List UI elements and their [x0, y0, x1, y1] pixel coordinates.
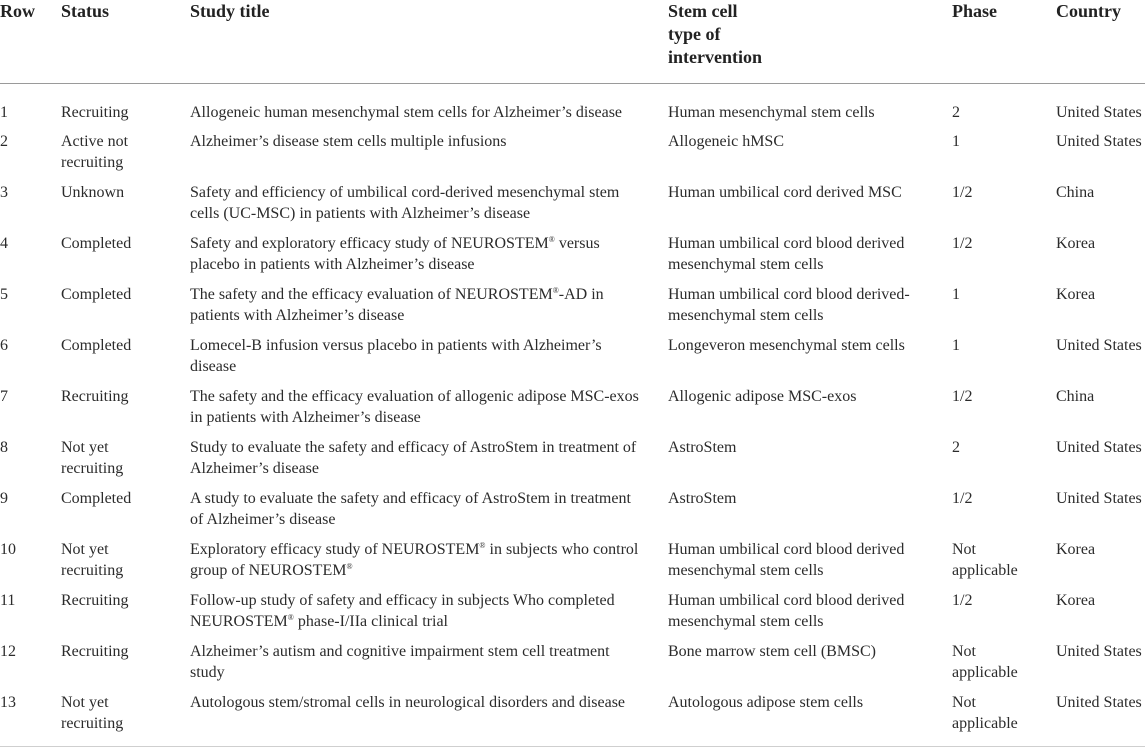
header-type-line: Stem cell	[668, 1, 738, 21]
stem-cell-type-cell	[668, 335, 938, 356]
row-number: 11	[0, 592, 16, 609]
study-title-cell-line: cells (UC-MSC) in patients with Alzheimer’s disease	[190, 205, 531, 222]
status-cell	[61, 233, 171, 254]
header-study-title: Study title	[190, 1, 270, 21]
status-cell-line: Recruiting	[61, 104, 129, 121]
row-number: 9	[0, 490, 8, 507]
stem-cell-type-cell-line: mesenchymal stem cells	[668, 613, 824, 630]
study-title-cell-line: Alzheimer’s autism and cognitive impairment stem cell treatment	[190, 643, 610, 660]
row-number: 8	[0, 439, 8, 456]
country-cell: United States	[1056, 337, 1142, 354]
study-title-cell-line: Autologous stem/stromal cells in neurological disorders and disease	[190, 694, 626, 711]
country-cell: United States	[1056, 694, 1142, 711]
phase-cell-line: 2	[952, 104, 960, 121]
phase-cell-line: 1	[952, 286, 960, 303]
row-number: 6	[0, 337, 8, 354]
study-title-cell-line: NEUROSTEM® phase-I/IIa clinical trial	[190, 613, 448, 630]
status-cell	[61, 131, 171, 173]
stem-cell-type-cell-line: Human umbilical cord blood derived	[668, 541, 905, 558]
study-title-cell	[190, 488, 655, 530]
status-cell	[61, 437, 171, 479]
stem-cell-type-cell-line: mesenchymal stem cells	[668, 562, 824, 579]
header-type-line: type of	[668, 24, 721, 44]
study-title-cell	[190, 590, 655, 632]
stem-cell-type-cell-line: Allogenic adipose MSC-exos	[668, 388, 857, 405]
study-title-cell-line: Alzheimer’s disease	[190, 460, 319, 477]
status-cell-line: Not yet	[61, 541, 109, 558]
stem-cell-type-cell-line: Allogeneic hMSC	[668, 133, 784, 150]
phase-cell-line: 1/2	[952, 235, 973, 252]
country-cell: Korea	[1056, 592, 1096, 609]
study-title-cell	[190, 692, 655, 713]
status-cell-line: recruiting	[61, 715, 124, 732]
study-title-cell-line: Allogeneic human mesenchymal stem cells for Alzheimer’s disease	[190, 104, 623, 121]
phase-cell-line: 1/2	[952, 592, 973, 609]
phase-cell	[952, 335, 1047, 356]
status-cell-line: Recruiting	[61, 388, 129, 405]
status-cell	[61, 692, 171, 734]
status-cell-line: Completed	[61, 235, 132, 252]
row-number: 12	[0, 643, 16, 660]
stem-cell-type-cell-line: Human umbilical cord blood derived	[668, 592, 905, 609]
table-bottom-divider	[0, 746, 1145, 747]
stem-cell-type-cell	[668, 590, 938, 632]
status-cell	[61, 335, 171, 356]
stem-cell-type-cell-line: AstroStem	[668, 439, 737, 456]
study-title-cell-line: of Alzheimer’s disease	[190, 511, 336, 528]
phase-cell	[952, 641, 1047, 683]
status-cell-line: Completed	[61, 286, 132, 303]
stem-cell-type-cell	[668, 692, 938, 713]
phase-cell	[952, 590, 1047, 611]
phase-cell	[952, 284, 1047, 305]
study-title-cell	[190, 233, 655, 275]
country-cell: United States	[1056, 643, 1142, 660]
row-number: 2	[0, 133, 8, 150]
status-cell-line: Completed	[61, 490, 132, 507]
stem-cell-type-cell-line: Human mesenchymal stem cells	[668, 104, 875, 121]
stem-cell-type-cell-line: AstroStem	[668, 490, 737, 507]
status-cell-line: Recruiting	[61, 643, 129, 660]
country-cell: China	[1056, 388, 1095, 405]
study-title-cell-line: The safety and the efficacy evaluation of allogenic adipose MSC-exos	[190, 388, 639, 405]
phase-cell-line: 1	[952, 337, 960, 354]
row-number: 5	[0, 286, 8, 303]
study-title-cell	[190, 182, 655, 224]
status-cell-line: recruiting	[61, 460, 124, 477]
study-title-cell-line: Alzheimer’s disease stem cells multiple infusions	[190, 133, 507, 150]
status-cell	[61, 284, 171, 305]
status-cell-line: Not yet	[61, 439, 109, 456]
status-cell	[61, 539, 171, 581]
country-cell: Korea	[1056, 541, 1096, 558]
study-title-cell-line: study	[190, 664, 225, 681]
country-cell: United States	[1056, 490, 1142, 507]
status-cell-line: Active not	[61, 133, 129, 150]
study-title-cell-line: group of NEUROSTEM®	[190, 562, 353, 579]
phase-cell-line: 1/2	[952, 388, 973, 405]
status-cell	[61, 102, 171, 123]
status-cell-line: Unknown	[61, 184, 125, 201]
stem-cell-type-cell-line: mesenchymal stem cells	[668, 307, 824, 324]
stem-cell-type-cell-line: Longeveron mesenchymal stem cells	[668, 337, 905, 354]
country-cell: Korea	[1056, 235, 1096, 252]
phase-cell	[952, 182, 1047, 203]
phase-cell-line: applicable	[952, 562, 1018, 579]
country-cell: United States	[1056, 133, 1142, 150]
study-title-cell-line: Safety and efficiency of umbilical cord-derived mesenchymal stem	[190, 184, 620, 201]
phase-cell	[952, 233, 1047, 254]
stem-cell-type-cell	[668, 437, 938, 458]
row-number: 7	[0, 388, 8, 405]
study-title-cell	[190, 335, 655, 377]
phase-cell-line: Not	[952, 694, 976, 711]
header-country: Country	[1056, 1, 1122, 21]
header-stem-cell-type	[668, 0, 938, 69]
phase-cell	[952, 131, 1047, 152]
status-cell	[61, 488, 171, 509]
stem-cell-type-cell	[668, 539, 938, 581]
country-cell: United States	[1056, 104, 1142, 121]
phase-cell	[952, 102, 1047, 123]
stem-cell-type-cell-line: Autologous adipose stem cells	[668, 694, 864, 711]
stem-cell-type-cell	[668, 641, 938, 662]
study-title-cell-line: Study to evaluate the safety and efficacy of AstroStem in treatment of	[190, 439, 637, 456]
study-title-cell-line: Lomecel-B infusion versus placebo in patients with Alzheimer’s	[190, 337, 602, 354]
header-row: Row	[0, 1, 35, 21]
study-title-cell-line: disease	[190, 358, 237, 375]
study-title-cell	[190, 539, 655, 581]
stem-cell-type-cell-line: Human umbilical cord blood derived-	[668, 286, 910, 303]
stem-cell-type-cell-line: mesenchymal stem cells	[668, 256, 824, 273]
phase-cell-line: 2	[952, 439, 960, 456]
row-number: 1	[0, 104, 8, 121]
stem-cell-type-cell	[668, 233, 938, 275]
study-title-cell	[190, 386, 655, 428]
phase-cell-line: 1/2	[952, 184, 973, 201]
stem-cell-type-cell	[668, 488, 938, 509]
status-cell-line: Not yet	[61, 694, 109, 711]
phase-cell	[952, 539, 1047, 581]
study-title-cell-line: Safety and exploratory efficacy study of NEUROSTEM® versus	[190, 235, 600, 252]
study-title-cell-line: A study to evaluate the safety and efficacy of AstroStem in treatment	[190, 490, 631, 507]
header-status: Status	[61, 1, 110, 21]
study-title-cell-line: Exploratory efficacy study of NEUROSTEM® in subjects who control	[190, 541, 639, 558]
country-cell: China	[1056, 184, 1095, 201]
study-title-cell	[190, 102, 655, 123]
row-number: 13	[0, 694, 16, 711]
study-title-cell	[190, 284, 655, 326]
status-cell-line: Completed	[61, 337, 132, 354]
status-cell	[61, 182, 171, 203]
phase-cell	[952, 437, 1047, 458]
status-cell-line: recruiting	[61, 562, 124, 579]
header-phase: Phase	[952, 1, 997, 21]
phase-cell-line: 1	[952, 133, 960, 150]
status-cell-line: recruiting	[61, 154, 124, 171]
stem-cell-type-cell	[668, 284, 938, 326]
phase-cell	[952, 692, 1047, 734]
status-cell	[61, 386, 171, 407]
country-cell: United States	[1056, 439, 1142, 456]
stem-cell-type-cell-line: Human umbilical cord blood derived	[668, 235, 905, 252]
stem-cell-type-cell	[668, 102, 938, 123]
row-number: 4	[0, 235, 8, 252]
stem-cell-type-cell	[668, 386, 938, 407]
study-title-cell	[190, 641, 655, 683]
phase-cell-line: 1/2	[952, 490, 973, 507]
study-title-cell-line: Follow-up study of safety and efficacy in subjects Who completed	[190, 592, 615, 609]
phase-cell	[952, 386, 1047, 407]
row-number: 3	[0, 184, 8, 201]
study-title-cell-line: patients with Alzheimer’s disease	[190, 307, 405, 324]
phase-cell-line: Not	[952, 541, 976, 558]
study-title-cell-line: in patients with Alzheimer’s disease	[190, 409, 421, 426]
phase-cell	[952, 488, 1047, 509]
header-divider	[0, 83, 1145, 84]
status-cell	[61, 641, 171, 662]
phase-cell-line: applicable	[952, 715, 1018, 732]
status-cell-line: Recruiting	[61, 592, 129, 609]
stem-cell-type-cell-line: Human umbilical cord derived MSC	[668, 184, 902, 201]
study-title-cell-line: placebo in patients with Alzheimer’s disease	[190, 256, 475, 273]
stem-cell-type-cell	[668, 182, 938, 203]
country-cell: Korea	[1056, 286, 1096, 303]
status-cell	[61, 590, 171, 611]
header-type-line: intervention	[668, 47, 762, 67]
study-title-cell	[190, 437, 655, 479]
stem-cell-type-cell-line: Bone marrow stem cell (BMSC)	[668, 643, 876, 660]
phase-cell-line: applicable	[952, 664, 1018, 681]
study-title-cell-line: The safety and the efficacy evaluation of NEUROSTEM®-AD in	[190, 286, 604, 303]
phase-cell-line: Not	[952, 643, 976, 660]
stem-cell-type-cell	[668, 131, 938, 152]
study-title-cell	[190, 131, 655, 152]
row-number: 10	[0, 541, 16, 558]
